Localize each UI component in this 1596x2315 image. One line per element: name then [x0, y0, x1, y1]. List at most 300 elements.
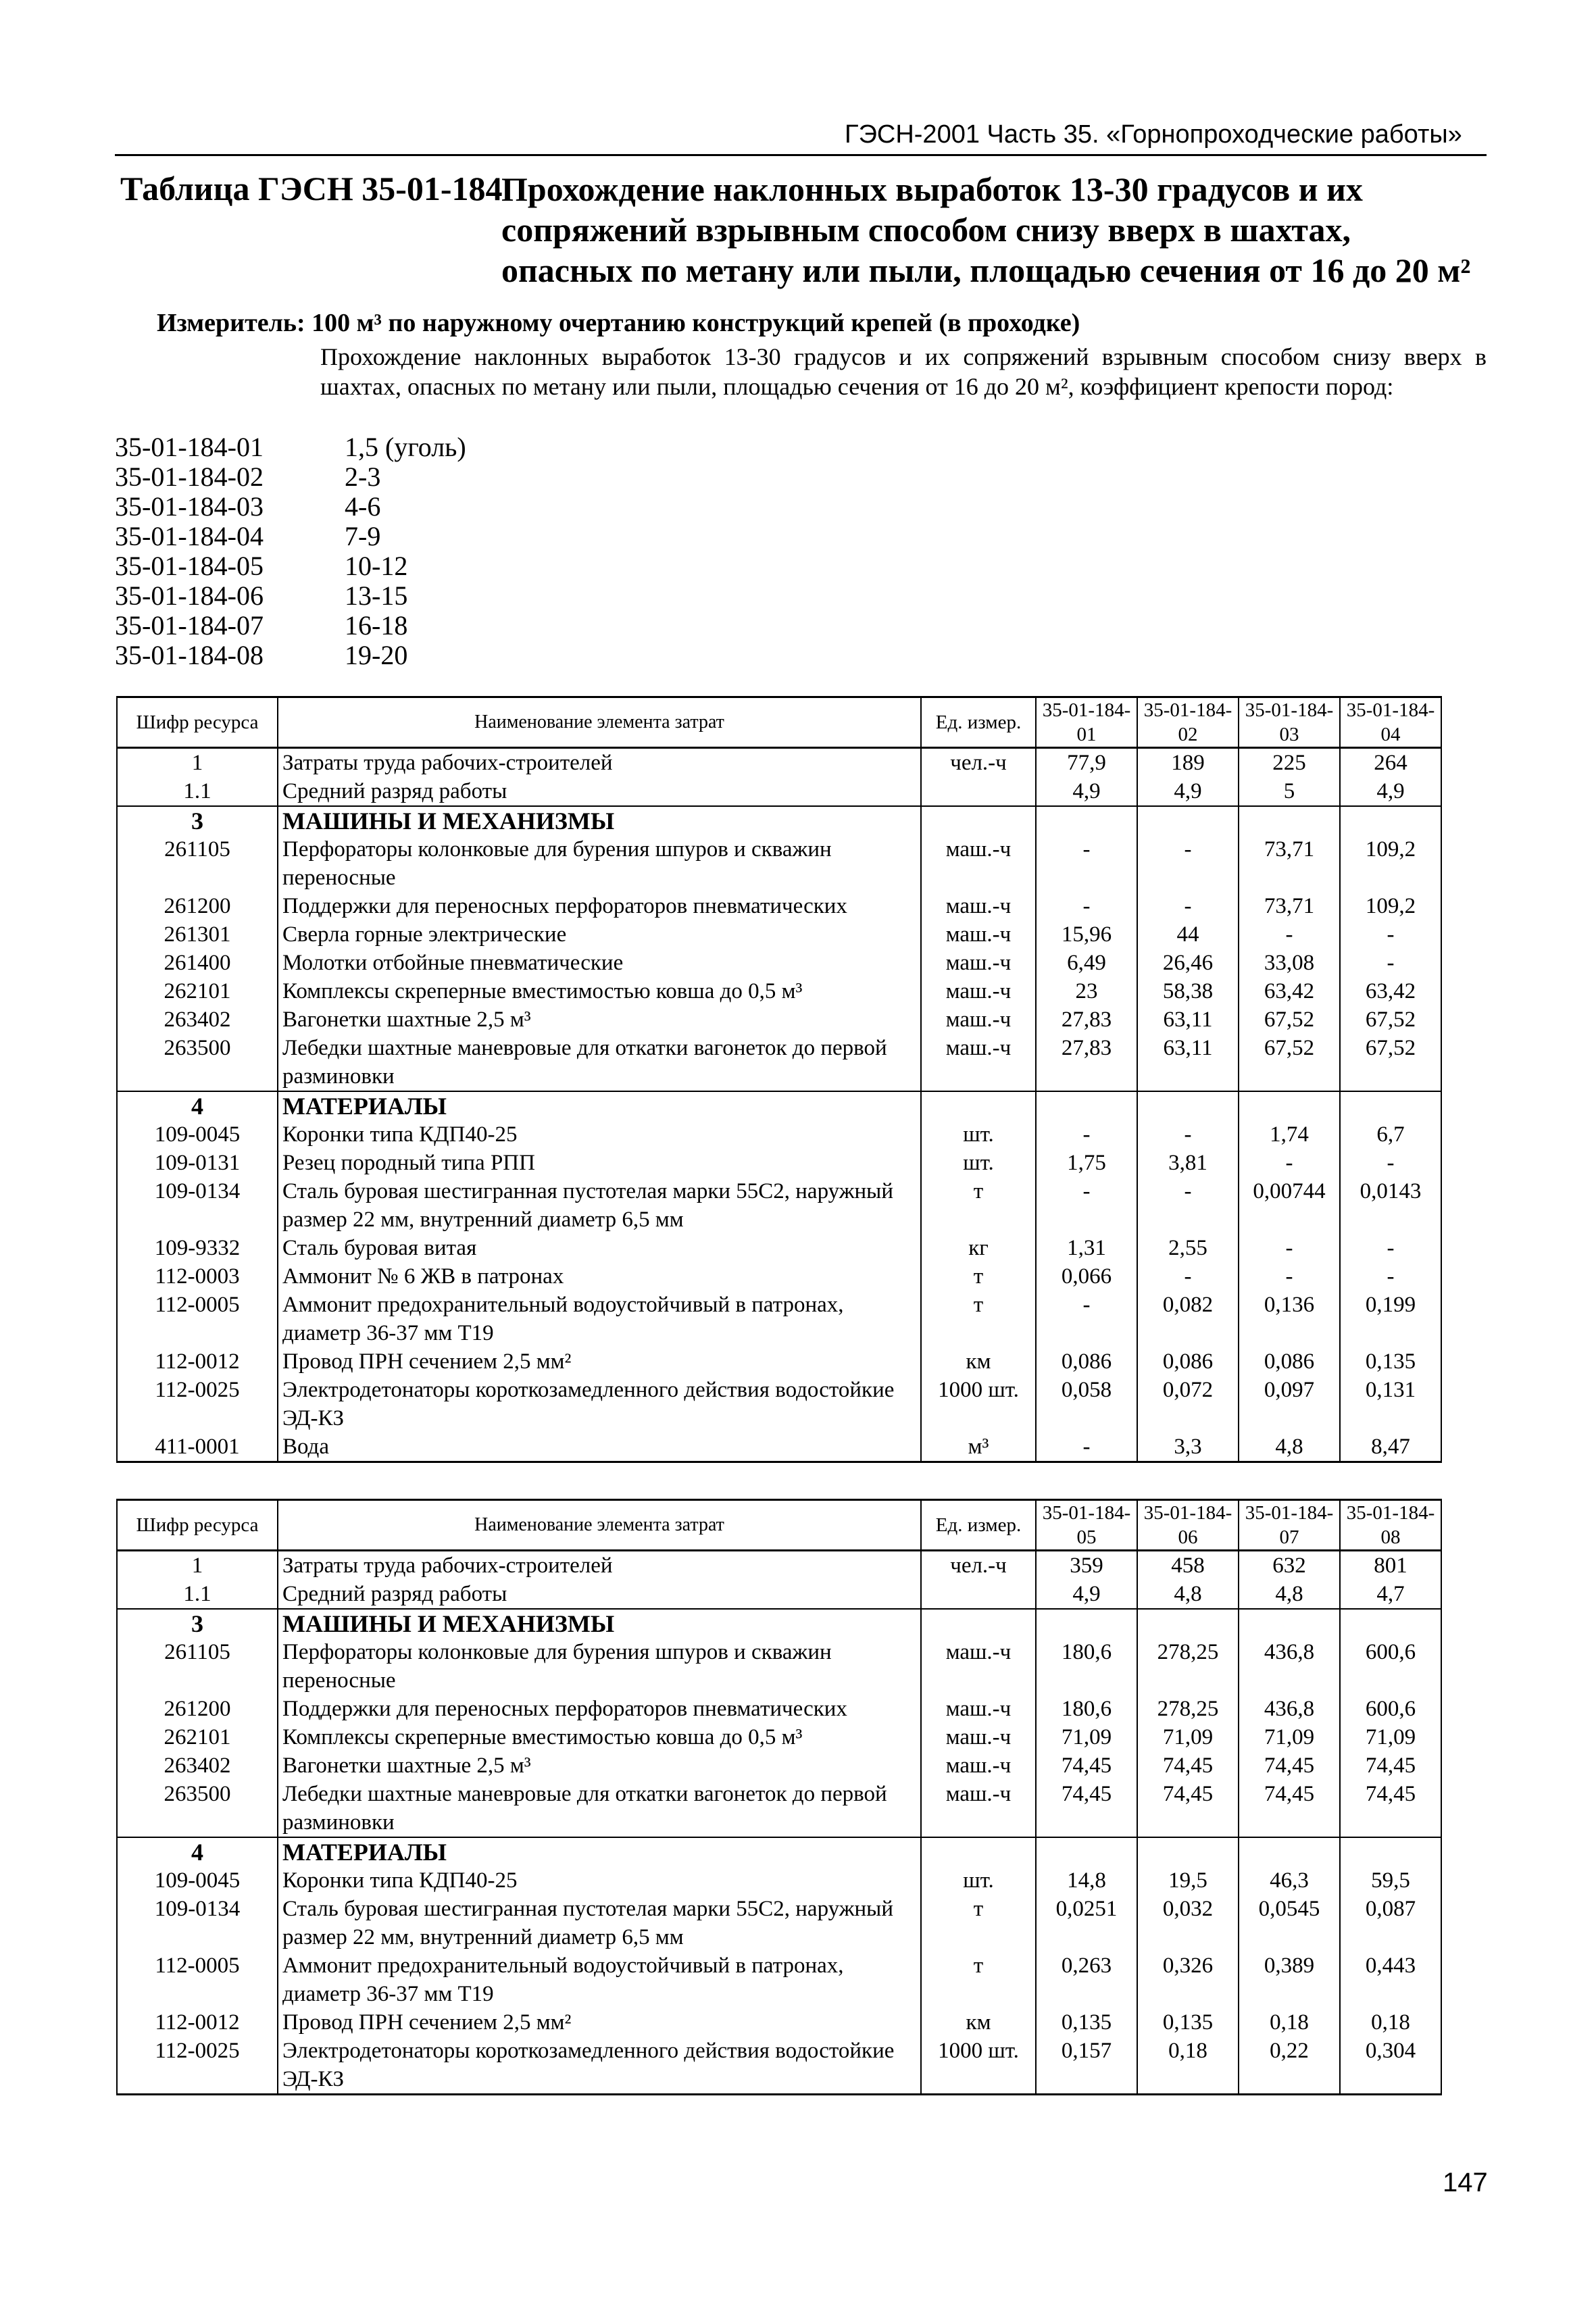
cost-element-name: Поддержки для переносных перфораторов пневматических — [278, 1695, 921, 1723]
cost-element-name: МАШИНЫ И МЕХАНИЗМЫ — [278, 1609, 921, 1638]
value-cell: 0,304 — [1340, 2037, 1441, 2095]
table-row — [117, 2037, 1441, 2095]
value-cell: 264 — [1340, 748, 1441, 778]
cost-element-name: Провод ПРН сечением 2,5 мм² — [278, 2008, 921, 2037]
table-row — [117, 2008, 1441, 2037]
table-row — [117, 1780, 1441, 1837]
value-cell: 27,83 — [1036, 1005, 1137, 1034]
rate-code-value: 19-20 — [345, 640, 408, 670]
table-title-prefix: Таблица ГЭСН 35-01-184 — [120, 170, 503, 207]
value-cell: 0,22 — [1239, 2037, 1340, 2095]
rate-code: 35-01-184-05 — [115, 551, 264, 581]
rate-code: 35-01-184-03 — [115, 491, 264, 522]
resource-code: 261200 — [117, 1695, 278, 1723]
value-cell: 0,086 — [1239, 1347, 1340, 1376]
table-row — [117, 892, 1441, 920]
value-cell: 0,263 — [1036, 1951, 1137, 2008]
cost-element-name: Электродетонаторы короткозамедленного действия водостойкие ЭД-КЗ — [278, 1376, 921, 1433]
table-row — [117, 977, 1441, 1005]
value-cell: - — [1137, 835, 1239, 892]
resource-code: 109-0134 — [117, 1177, 278, 1234]
value-cell: 63,11 — [1137, 1005, 1239, 1034]
value-cell: 0,18 — [1239, 2008, 1340, 2037]
value-cell — [1239, 1837, 1340, 1866]
value-cell: 189 — [1137, 748, 1239, 778]
value-cell: 19,5 — [1137, 1866, 1239, 1895]
column-header: Шифр ресурса — [117, 1500, 278, 1551]
table-row — [117, 1234, 1441, 1262]
value-cell: 0,389 — [1239, 1951, 1340, 2008]
unit-cell: км — [921, 2008, 1036, 2037]
value-cell: 0,157 — [1036, 2037, 1137, 2095]
cost-element-name: МАТЕРИАЛЫ — [278, 1091, 921, 1120]
value-cell: 359 — [1036, 1551, 1137, 1580]
value-cell: 74,45 — [1340, 1780, 1441, 1837]
value-cell: - — [1239, 1234, 1340, 1262]
cost-element-name: Комплексы скреперные вместимостью ковша до 0,5 м³ — [278, 977, 921, 1005]
value-cell: 71,09 — [1239, 1723, 1340, 1751]
resource-code: 109-0134 — [117, 1895, 278, 1951]
table-row — [117, 1433, 1441, 1462]
column-header: Ед. измер. — [921, 1500, 1036, 1551]
table-row — [117, 1751, 1441, 1780]
column-header: 35-01-184-07 — [1239, 1500, 1340, 1551]
rate-code: 35-01-184-07 — [115, 610, 264, 641]
value-cell: 180,6 — [1036, 1695, 1137, 1723]
resource-code: 261400 — [117, 949, 278, 977]
value-cell — [1137, 1837, 1239, 1866]
unit-cell: маш.-ч — [921, 949, 1036, 977]
cost-element-name: Затраты труда рабочих-строителей — [278, 1551, 921, 1580]
table-row — [117, 920, 1441, 949]
value-cell: 8,47 — [1340, 1433, 1441, 1462]
table-row — [117, 1005, 1441, 1034]
value-cell — [1036, 1091, 1137, 1120]
value-cell — [1137, 806, 1239, 835]
value-cell: - — [1239, 1262, 1340, 1291]
cost-element-name: Вагонетки шахтные 2,5 м³ — [278, 1005, 921, 1034]
value-cell: 73,71 — [1239, 892, 1340, 920]
unit-cell: маш.-ч — [921, 892, 1036, 920]
value-cell — [1137, 1609, 1239, 1638]
resource-code: 263500 — [117, 1034, 278, 1091]
table-row — [117, 1347, 1441, 1376]
unit-cell: маш.-ч — [921, 1005, 1036, 1034]
value-cell: 0,058 — [1036, 1376, 1137, 1433]
rate-code-row — [115, 462, 466, 492]
table-row — [117, 1177, 1441, 1234]
value-cell: 0,0251 — [1036, 1895, 1137, 1951]
column-header: 35-01-184-03 — [1239, 697, 1340, 748]
unit-cell: шт. — [921, 1120, 1036, 1149]
cost-element-name: Аммонит предохранительный водоустойчивый в патронах, диаметр 36-37 мм Т19 — [278, 1951, 921, 2008]
value-cell: 3,81 — [1137, 1149, 1239, 1177]
unit-cell: шт. — [921, 1149, 1036, 1177]
value-cell — [1137, 1091, 1239, 1120]
value-cell: - — [1036, 1291, 1137, 1347]
unit-cell: 1000 шт. — [921, 1376, 1036, 1433]
value-cell: 278,25 — [1137, 1638, 1239, 1695]
table-row — [117, 748, 1441, 778]
value-cell: - — [1137, 1177, 1239, 1234]
cost-element-name: Лебедки шахтные маневровые для откатки вагонеток до первой разминовки — [278, 1034, 921, 1091]
value-cell: 0,131 — [1340, 1376, 1441, 1433]
value-cell: 15,96 — [1036, 920, 1137, 949]
resource-code: 261105 — [117, 835, 278, 892]
rate-code-row — [115, 492, 466, 522]
rate-code: 35-01-184-06 — [115, 580, 264, 611]
cost-element-name: Затраты труда рабочих-строителей — [278, 748, 921, 778]
table-row — [117, 1291, 1441, 1347]
value-cell: 600,6 — [1340, 1695, 1441, 1723]
resource-code: 1.1 — [117, 777, 278, 806]
value-cell: 632 — [1239, 1551, 1340, 1580]
value-cell: 63,42 — [1239, 977, 1340, 1005]
value-cell: 14,8 — [1036, 1866, 1137, 1895]
rate-code-value: 4-6 — [345, 491, 381, 522]
value-cell: 3,3 — [1137, 1433, 1239, 1462]
rate-code-row — [115, 641, 466, 670]
unit-cell: маш.-ч — [921, 1780, 1036, 1837]
value-cell: 63,11 — [1137, 1034, 1239, 1091]
value-cell: 436,8 — [1239, 1638, 1340, 1695]
value-cell: 180,6 — [1036, 1638, 1137, 1695]
table-row — [117, 1091, 1441, 1120]
resource-table-1 — [116, 696, 1442, 1463]
unit-cell: т — [921, 1895, 1036, 1951]
value-cell: 2,55 — [1137, 1234, 1239, 1262]
value-cell: 26,46 — [1137, 949, 1239, 977]
unit-cell — [921, 806, 1036, 835]
value-cell: 5 — [1239, 777, 1340, 806]
cost-element-name: Перфораторы колонковые для бурения шпуров и скважин переносные — [278, 1638, 921, 1695]
column-header: Шифр ресурса — [117, 697, 278, 748]
value-cell: 0,087 — [1340, 1895, 1441, 1951]
column-header: Ед. измер. — [921, 697, 1036, 748]
value-cell: 436,8 — [1239, 1695, 1340, 1723]
column-header: Наименование элемента затрат — [278, 1500, 921, 1551]
value-cell: 0,0143 — [1340, 1177, 1441, 1234]
unit-cell: кг — [921, 1234, 1036, 1262]
column-header: 35-01-184-04 — [1340, 697, 1441, 748]
value-cell: - — [1036, 892, 1137, 920]
table-row — [117, 1034, 1441, 1091]
cost-element-name: Средний разряд работы — [278, 1580, 921, 1609]
cost-element-name: Перфораторы колонковые для бурения шпуров и скважин переносные — [278, 835, 921, 892]
value-cell: 0,18 — [1340, 2008, 1441, 2037]
table-row — [117, 1695, 1441, 1723]
table-row — [117, 1951, 1441, 2008]
value-cell: - — [1340, 949, 1441, 977]
unit-cell — [921, 1091, 1036, 1120]
value-cell: 74,45 — [1239, 1780, 1340, 1837]
value-cell: 0,443 — [1340, 1951, 1441, 2008]
value-cell — [1239, 806, 1340, 835]
cost-element-name: Провод ПРН сечением 2,5 мм² — [278, 1347, 921, 1376]
value-cell — [1340, 1837, 1441, 1866]
running-header: ГЭСН-2001 Часть 35. «Горнопроходческие работы» — [845, 120, 1462, 149]
table-row — [117, 835, 1441, 892]
value-cell: 4,8 — [1239, 1580, 1340, 1609]
unit-cell: чел.-ч — [921, 748, 1036, 778]
value-cell: - — [1137, 892, 1239, 920]
rate-code-value: 13-15 — [345, 580, 408, 611]
resource-code: 263500 — [117, 1780, 278, 1837]
column-header: Наименование элемента затрат — [278, 697, 921, 748]
value-cell: 23 — [1036, 977, 1137, 1005]
value-cell: 4,7 — [1340, 1580, 1441, 1609]
value-cell: 59,5 — [1340, 1866, 1441, 1895]
cost-element-name: Сверла горные электрические — [278, 920, 921, 949]
resource-code: 262101 — [117, 1723, 278, 1751]
rate-code: 35-01-184-04 — [115, 521, 264, 551]
column-header: 35-01-184-02 — [1137, 697, 1239, 748]
cost-element-name: Коронки типа КДП40-25 — [278, 1120, 921, 1149]
value-cell: 4,8 — [1239, 1433, 1340, 1462]
unit-cell — [921, 1837, 1036, 1866]
value-cell: 74,45 — [1036, 1780, 1137, 1837]
unit-cell — [921, 1580, 1036, 1609]
value-cell: 458 — [1137, 1551, 1239, 1580]
value-cell: 278,25 — [1137, 1695, 1239, 1723]
value-cell: 0,136 — [1239, 1291, 1340, 1347]
value-cell: 600,6 — [1340, 1638, 1441, 1695]
value-cell: 4,9 — [1137, 777, 1239, 806]
value-cell: - — [1340, 920, 1441, 949]
table-row — [117, 949, 1441, 977]
table-row — [117, 1376, 1441, 1433]
resource-code: 4 — [117, 1091, 278, 1120]
value-cell: 74,45 — [1137, 1751, 1239, 1780]
value-cell: 74,45 — [1239, 1751, 1340, 1780]
resource-code: 3 — [117, 806, 278, 835]
resource-code: 109-9332 — [117, 1234, 278, 1262]
unit-cell: маш.-ч — [921, 1723, 1036, 1751]
rate-code: 35-01-184-02 — [115, 462, 264, 492]
value-cell: - — [1340, 1234, 1441, 1262]
cost-element-name: Лебедки шахтные маневровые для откатки вагонеток до первой разминовки — [278, 1780, 921, 1837]
unit-cell: т — [921, 1262, 1036, 1291]
resource-code: 112-0012 — [117, 2008, 278, 2037]
value-cell — [1036, 1609, 1137, 1638]
unit-cell: маш.-ч — [921, 920, 1036, 949]
rate-code: 35-01-184-01 — [115, 432, 264, 462]
resource-code: 262101 — [117, 977, 278, 1005]
value-cell: 0,199 — [1340, 1291, 1441, 1347]
value-cell: 1,31 — [1036, 1234, 1137, 1262]
cost-element-name: Сталь буровая шестигранная пустотелая марки 55С2, наружный размер 22 мм, внутренний диаметр 6,5 мм — [278, 1177, 921, 1234]
value-cell: 74,45 — [1036, 1751, 1137, 1780]
table-row — [117, 1866, 1441, 1895]
value-cell: 6,49 — [1036, 949, 1137, 977]
value-cell: 33,08 — [1239, 949, 1340, 977]
value-cell: 4,9 — [1036, 1580, 1137, 1609]
value-cell: 0,18 — [1137, 2037, 1239, 2095]
value-cell: - — [1340, 1262, 1441, 1291]
column-header: 35-01-184-08 — [1340, 1500, 1441, 1551]
value-cell: 0,097 — [1239, 1376, 1340, 1433]
value-cell: 4,9 — [1036, 777, 1137, 806]
column-header: 35-01-184-01 — [1036, 697, 1137, 748]
value-cell: - — [1340, 1149, 1441, 1177]
value-cell: 0,032 — [1137, 1895, 1239, 1951]
value-cell: 0,066 — [1036, 1262, 1137, 1291]
table-row — [117, 806, 1441, 835]
value-cell: 0,082 — [1137, 1291, 1239, 1347]
value-cell: 0,0545 — [1239, 1895, 1340, 1951]
value-cell — [1036, 1837, 1137, 1866]
value-cell: 77,9 — [1036, 748, 1137, 778]
rate-code-row — [115, 611, 466, 641]
value-cell: 0,086 — [1137, 1347, 1239, 1376]
unit-of-measure: Измеритель: 100 м³ по наружному очертанию конструкций крепей (в проходке) — [157, 309, 1080, 337]
resource-table-2 — [116, 1499, 1442, 2095]
rate-code-row — [115, 581, 466, 611]
value-cell: - — [1036, 1177, 1137, 1234]
table-row — [117, 1638, 1441, 1695]
unit-cell: чел.-ч — [921, 1551, 1036, 1580]
value-cell: 801 — [1340, 1551, 1441, 1580]
unit-cell: т — [921, 1291, 1036, 1347]
value-cell: - — [1239, 920, 1340, 949]
value-cell — [1340, 1609, 1441, 1638]
value-cell: - — [1036, 1433, 1137, 1462]
table-row — [117, 1723, 1441, 1751]
unit-cell — [921, 777, 1036, 806]
resource-code: 112-0025 — [117, 1376, 278, 1433]
value-cell: 58,38 — [1137, 977, 1239, 1005]
value-cell: 4,8 — [1137, 1580, 1239, 1609]
value-cell: 0,135 — [1036, 2008, 1137, 2037]
value-cell: 1,75 — [1036, 1149, 1137, 1177]
resource-code: 112-0003 — [117, 1262, 278, 1291]
cost-element-name: Коронки типа КДП40-25 — [278, 1866, 921, 1895]
value-cell: - — [1036, 835, 1137, 892]
resource-code: 263402 — [117, 1751, 278, 1780]
cost-element-name: Резец породный типа РПП — [278, 1149, 921, 1177]
unit-cell: маш.-ч — [921, 835, 1036, 892]
unit-cell: шт. — [921, 1866, 1036, 1895]
unit-cell: маш.-ч — [921, 1034, 1036, 1091]
value-cell: 67,52 — [1239, 1034, 1340, 1091]
resource-code: 109-0131 — [117, 1149, 278, 1177]
resource-code: 1.1 — [117, 1580, 278, 1609]
resource-code: 3 — [117, 1609, 278, 1638]
unit-cell — [921, 1609, 1036, 1638]
table-row — [117, 1149, 1441, 1177]
unit-cell: т — [921, 1177, 1036, 1234]
resource-code: 1 — [117, 748, 278, 778]
value-cell: 67,52 — [1239, 1005, 1340, 1034]
value-cell: 0,086 — [1036, 1347, 1137, 1376]
table-row — [117, 777, 1441, 806]
value-cell — [1239, 1609, 1340, 1638]
cost-element-name: МАТЕРИАЛЫ — [278, 1837, 921, 1866]
value-cell: 109,2 — [1340, 892, 1441, 920]
rate-code-row — [115, 551, 466, 581]
cost-element-name: Аммонит предохранительный водоустойчивый в патронах, диаметр 36-37 мм Т19 — [278, 1291, 921, 1347]
value-cell: - — [1239, 1149, 1340, 1177]
value-cell: 225 — [1239, 748, 1340, 778]
value-cell: 73,71 — [1239, 835, 1340, 892]
unit-cell: 1000 шт. — [921, 2037, 1036, 2095]
unit-cell: км — [921, 1347, 1036, 1376]
unit-cell: маш.-ч — [921, 1638, 1036, 1695]
cost-element-name: Вагонетки шахтные 2,5 м³ — [278, 1751, 921, 1780]
value-cell: 0,072 — [1137, 1376, 1239, 1433]
table-row — [117, 1837, 1441, 1866]
value-cell: 6,7 — [1340, 1120, 1441, 1149]
value-cell: 71,09 — [1340, 1723, 1441, 1751]
cost-element-name: Средний разряд работы — [278, 777, 921, 806]
resource-code: 112-0012 — [117, 1347, 278, 1376]
resource-code: 4 — [117, 1837, 278, 1866]
value-cell: 74,45 — [1137, 1780, 1239, 1837]
rate-code-row — [115, 432, 466, 462]
unit-cell: маш.-ч — [921, 1751, 1036, 1780]
value-cell: 27,83 — [1036, 1034, 1137, 1091]
value-cell: 71,09 — [1036, 1723, 1137, 1751]
table-row — [117, 1609, 1441, 1638]
value-cell — [1036, 806, 1137, 835]
value-cell: - — [1036, 1120, 1137, 1149]
cost-element-name: Электродетонаторы короткозамедленного действия водостойкие ЭД-КЗ — [278, 2037, 921, 2095]
cost-element-name: Поддержки для переносных перфораторов пневматических — [278, 892, 921, 920]
column-header: 35-01-184-06 — [1137, 1500, 1239, 1551]
resource-code: 109-0045 — [117, 1120, 278, 1149]
table-row — [117, 1551, 1441, 1580]
value-cell: 44 — [1137, 920, 1239, 949]
rate-code-value: 16-18 — [345, 610, 408, 641]
table-row — [117, 1262, 1441, 1291]
rate-code-row — [115, 522, 466, 551]
resource-code: 263402 — [117, 1005, 278, 1034]
cost-element-name: Аммонит № 6 ЖВ в патронах — [278, 1262, 921, 1291]
cost-element-name: МАШИНЫ И МЕХАНИЗМЫ — [278, 806, 921, 835]
value-cell: 0,00744 — [1239, 1177, 1340, 1234]
value-cell: 63,42 — [1340, 977, 1441, 1005]
unit-cell: маш.-ч — [921, 977, 1036, 1005]
table-title-text: Прохождение наклонных выработок 13-30 градусов и их сопряжений взрывным способом снизу вверх в шахтах, опасных по метану или пыли, площадью сечения от 16 до 20 м² — [501, 170, 1471, 289]
page-number: 147 — [1443, 2168, 1488, 2197]
value-cell: 67,52 — [1340, 1005, 1441, 1034]
value-cell: - — [1137, 1120, 1239, 1149]
value-cell: 46,3 — [1239, 1866, 1340, 1895]
resource-code: 261301 — [117, 920, 278, 949]
rate-code-value: 2-3 — [345, 462, 381, 492]
rate-code-value: 1,5 (уголь) — [345, 432, 466, 462]
resource-code: 112-0005 — [117, 1951, 278, 2008]
value-cell: 67,52 — [1340, 1034, 1441, 1091]
value-cell: 0,135 — [1340, 1347, 1441, 1376]
rate-code-value: 10-12 — [345, 551, 408, 581]
rate-code-list — [115, 432, 466, 670]
resource-code: 112-0005 — [117, 1291, 278, 1347]
cost-element-name: Комплексы скреперные вместимостью ковша до 0,5 м³ — [278, 1723, 921, 1751]
value-cell: 0,326 — [1137, 1951, 1239, 2008]
cost-element-name: Вода — [278, 1433, 921, 1462]
cost-element-name: Молотки отбойные пневматические — [278, 949, 921, 977]
resource-code: 109-0045 — [117, 1866, 278, 1895]
value-cell: 74,45 — [1340, 1751, 1441, 1780]
value-cell — [1340, 806, 1441, 835]
unit-cell: маш.-ч — [921, 1695, 1036, 1723]
work-description: Прохождение наклонных выработок 13-30 градусов и их сопряжений взрывным способом снизу вверх в шахтах, опасных по метану или пыли, площадью сечения от 16 до 20 м², коэффициент крепости пород: — [320, 343, 1487, 400]
unit-cell: м³ — [921, 1433, 1036, 1462]
table-row — [117, 1895, 1441, 1951]
resource-code: 112-0025 — [117, 2037, 278, 2095]
resource-code: 261105 — [117, 1638, 278, 1695]
